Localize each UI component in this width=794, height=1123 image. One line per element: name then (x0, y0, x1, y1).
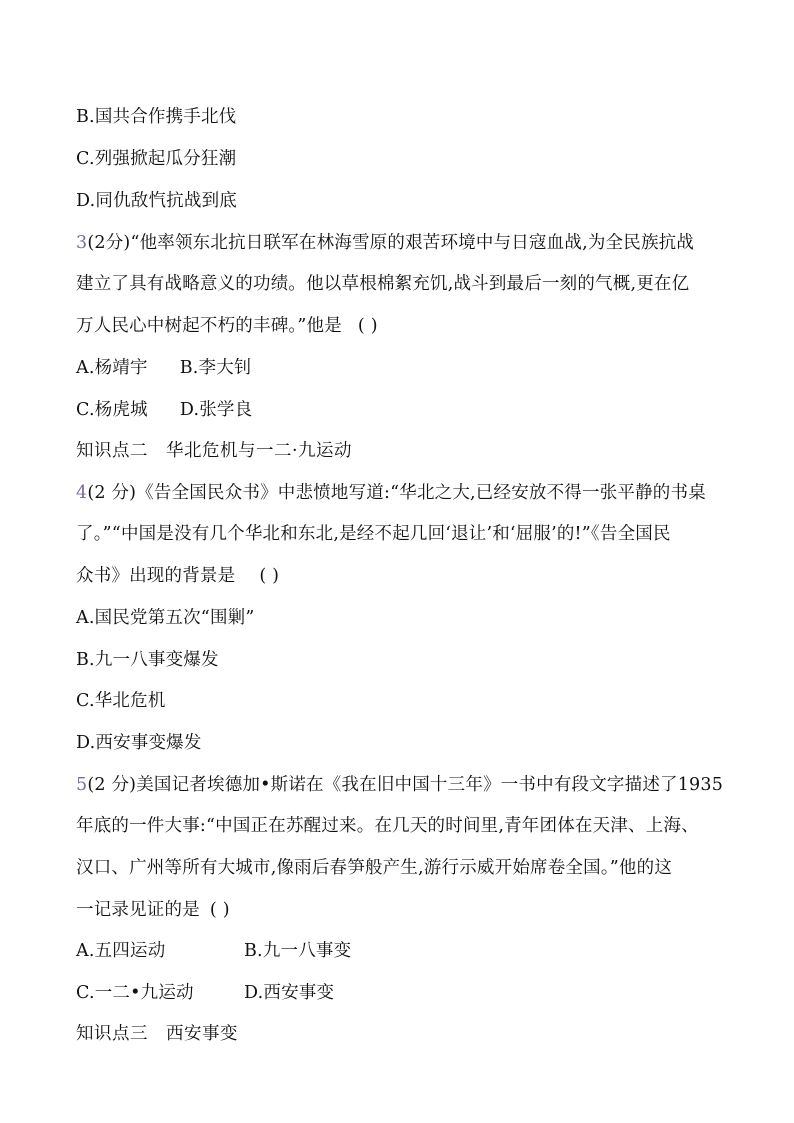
section-label: 知识点三 (76, 1024, 148, 1044)
question-3-line-3 (76, 314, 378, 338)
option-b: B.九一八事变 (244, 941, 352, 961)
option-a: A.国民党第五次“围剿” (76, 608, 255, 628)
option-a: A.五四运动 (76, 941, 166, 961)
option-c: C.列强掀起瓜分狂潮 (76, 149, 237, 169)
question-3-line-2: 建立了具有战略意义的功绩。他以草根棉絮充饥,战斗到最后一刻的气概,更在亿 (76, 274, 690, 294)
question-score: (2 分) (87, 483, 137, 503)
option-d: D.同仇敌忾抗战到底 (76, 191, 237, 211)
option-a: A.杨靖宇 (76, 358, 148, 378)
question-score: (2分) (87, 233, 131, 253)
answer-blank[interactable]: ( ) (259, 566, 280, 586)
question-3-line-1 (76, 231, 694, 255)
question-5-line-2: 年底的一件大事:“中国正在苏醒过来。在几天的时间里,青年团体在天津、上海、 (76, 816, 699, 836)
question-3-options-row-2 (76, 398, 252, 422)
question-5-line-1 (76, 773, 723, 797)
question-5-line-4 (76, 898, 230, 922)
question-text: “他率领东北抗日联军在林海雪原的艰苦环境中与日寇血战,为全民族抗战 (130, 233, 695, 253)
option-c: C.华北危机 (76, 691, 166, 711)
question-3-options-row-1 (76, 356, 252, 380)
question-text: 美国记者埃德加•斯诺在《我在旧中国十三年》一书中有段文字描述了1935 (136, 775, 724, 795)
question-text: 《告全国民众书》中悲愤地写道:“华北之大,已经安放不得一张平静的书桌 (136, 483, 706, 503)
question-score: (2 分) (87, 775, 137, 795)
question-number: 5 (76, 775, 88, 795)
option-d: D.张学良 (179, 400, 253, 420)
option-b: B.李大钊 (179, 358, 252, 378)
answer-blank[interactable]: ( ) (209, 900, 230, 920)
question-5-line-3: 汉口、广州等所有大城市,像雨后春笋般产生,游行示威开始席卷全国。”他的这 (76, 858, 673, 878)
question-number: 3 (76, 233, 88, 253)
section-heading-2 (76, 439, 352, 463)
section-label: 知识点二 (76, 441, 148, 461)
question-text: 一记录见证的是 (76, 900, 200, 920)
section-heading-3 (76, 1022, 238, 1046)
question-5-options-row-1 (76, 939, 351, 963)
question-text: 万人民心中树起不朽的丰碑。”他是 (76, 316, 342, 336)
answer-blank[interactable]: ( ) (357, 316, 378, 336)
option-d: D.西安事变爆发 (76, 733, 202, 753)
option-d: D.西安事变 (244, 983, 335, 1003)
option-c: C.一二•九运动 (76, 983, 194, 1003)
option-c: C.杨虎城 (76, 400, 148, 420)
section-title: 西安事变 (166, 1024, 238, 1044)
question-5-options-row-2 (76, 981, 334, 1005)
question-4-line-1 (76, 481, 706, 505)
option-b: B.国共合作携手北伐 (76, 107, 237, 127)
question-4-line-2: 了。”“中国是没有几个华北和东北,是经不起几回‘退让’和‘屈服’的!”《告全国民 (76, 524, 671, 544)
question-4-line-3 (76, 564, 279, 588)
option-b: B.九一八事变爆发 (76, 650, 219, 670)
question-number: 4 (76, 483, 88, 503)
question-text: 众书》出现的背景是 (76, 566, 236, 586)
section-title: 华北危机与一二·九运动 (166, 441, 353, 461)
